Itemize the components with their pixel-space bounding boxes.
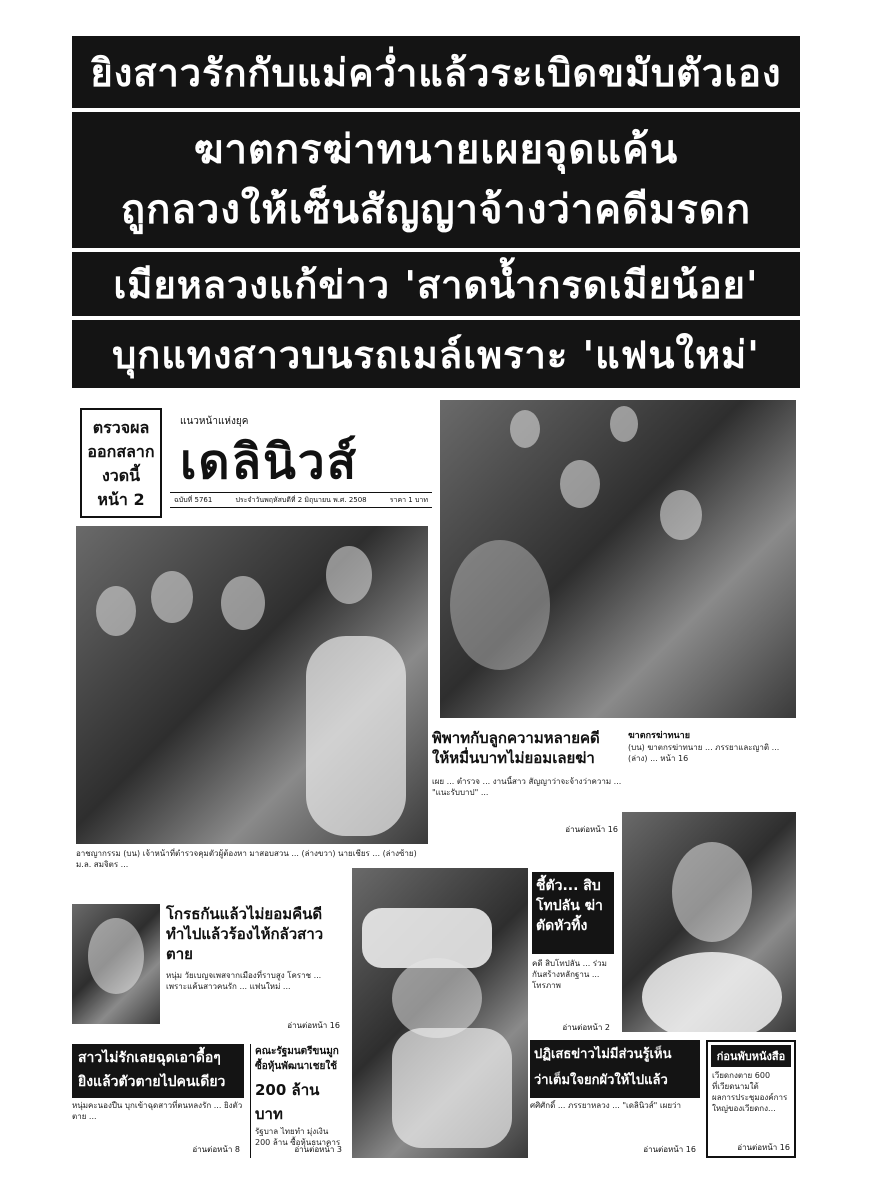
story-deny-title-2: ว่าเต็มใจยกผัวให้ไปแล้ว [534,1073,668,1088]
masthead-tagline: แนวหน้าแห่งยุค [180,416,249,427]
headline-3: เมียหลวงแก้ข่าว 'สาดน้ำกรดเมียน้อย' [72,252,800,316]
story-lawyer-title-1: พิพาทกับลูกความหลายคดี [432,729,600,747]
story-korat [166,904,344,1034]
story-love-body: หนุ่มคะนองปืน บุกเข้าฉุดสาวที่ตนหลงรัก ... ยิงตัวตาย ... [72,1101,243,1121]
story-love [72,1100,244,1158]
issue-price: ราคา 1 บาท [389,496,428,504]
story-identify-title: ชี้ตัว... สิบโทปลัน ฆ่าตัดหัวทิ้ง [532,872,614,954]
family-photo [440,400,796,718]
story-identify-more: อ่านต่อหน้า 2 [562,1023,610,1032]
story-lawyer-body: เผย ... ตำรวจ ... งานนี้สาว สัญญาว่าจะจ้างว่าความ ... "แนะรับบาป" ... [432,777,622,797]
late-news-item-1: เวียดกงตาย 600 [712,1071,771,1080]
late-news-more: อ่านต่อหน้า 16 [737,1143,790,1152]
issue-date: ประจำวันพฤหัสบดีที่ 2 มิถุนายน พ.ศ. 2508 [235,496,367,504]
story-money-more: อ่านต่อหน้า 3 [294,1145,342,1154]
right-photo-caption: (บน) ฆาตกรฆ่าทนาย ... ภรรยาและญาติ ... (ล่าง) ... หน้า 16 [628,743,780,763]
story-money-title-2: ซื้อหุ้นพัฒนาเชยใช้ [255,1061,338,1072]
right-photo-caption-box [628,728,796,810]
headline-4: บุกแทงสาวบนรถเมล์เพราะ 'แฟนใหม่' [72,320,800,388]
story-korat-more: อ่านต่อหน้า 16 [287,1021,340,1030]
story-korat-title-2: ทำไปแล้วร้องไห้กลัวสาวตาย [166,925,324,963]
late-news-title: ก่อนพับหนังสือ [711,1045,791,1067]
lottery-line-2: ออกสลาก [87,442,155,461]
suspect-group-photo [76,526,428,844]
young-man-portrait [72,904,160,1024]
story-lawyer [432,728,622,838]
story-money-title-1: คณะรัฐมนตรีขนมูก [255,1046,339,1057]
story-love-title [72,1044,244,1098]
left-photo-caption: อาชญากรรม (บน) เจ้าหน้าที่ตำรวจคุมตัวผู้ต้องหา มาสอบสวน ... (ล่างขวา) นายเชียร ... (ล่างซ้าย) ม.ล. สมจิตร ... [76,849,417,869]
late-news-box [706,1040,796,1158]
story-korat-body: หนุ่ม วัยเบญจเพสจากเมืองที่ราบสูง โคราช ... เพราะแค้นสาวคนรัก ... แฟนใหม่ ... [166,971,322,991]
masthead-info-bar [170,492,432,508]
story-deny-more: อ่านต่อหน้า 16 [643,1145,696,1154]
story-love-title-1: สาวไม่รักเลยฉุดเอาดื้อๆ [78,1050,221,1066]
story-deny-title [530,1040,700,1098]
headline-2-line-1: ฆาตกรฆ่าทนายเผยจุดแค้น [193,127,679,173]
lottery-box [80,408,162,518]
story-identify [532,958,614,1036]
story-lawyer-title-2: ให้หมื่นบาทไม่ยอมเลยฆ่า [432,749,595,767]
story-money [250,1044,346,1158]
headline-2 [72,112,800,248]
injured-woman-photo [352,868,528,1158]
story-love-title-2: ยิงแล้วตัวตายไปคนเดียว [78,1074,226,1090]
lottery-line-1: ตรวจผล [92,418,150,437]
story-deny [530,1100,700,1158]
right-photo-label: ฆาตกรฆ่าทนาย [628,731,691,741]
late-news-item-2: ที่เวียดนามใต้ [712,1082,759,1091]
issue-number: ฉบับที่ 5761 [174,496,213,504]
headline-1: ยิงสาวรักกับแม่คว่ำแล้วระเบิดขมับตัวเอง [72,36,800,108]
lottery-line-3: งวดนี้ [101,466,141,485]
story-love-more: อ่านต่อหน้า 8 [192,1145,240,1154]
man-portrait-photo [622,812,796,1032]
story-identify-body: คดี สิบโทปลัน ... ร่วมกันสร้างหลักฐาน ... โทรภาพ [532,959,607,990]
story-money-body: รัฐบาล ไทยทำ มุ่งเงิน 200 ล้าน ซื้อหุ้นธนาคาร [255,1127,341,1147]
masthead-name: เดลินิวส์ [180,434,359,490]
headline-2-line-2: ถูกลวงให้เซ็นสัญญาจ้างว่าคดีมรดก [120,187,752,233]
masthead [170,410,432,520]
story-deny-body: ศศิศักดิ์ ... ภรรยาหลวง ... "เดลินิวส์" เผยว่า [530,1101,681,1110]
story-deny-title-1: ปฏิเสธข่าวไม่มีส่วนรู้เห็น [534,1047,672,1062]
story-korat-title-1: โกรธกันแล้วไม่ยอมคืนดี [166,905,323,923]
late-news-item-3: ผลการประชุมองค์การใหญ่ของเวียดกง... [712,1093,788,1113]
story-money-amount: 200 ล้านบาท [255,1081,320,1123]
lottery-line-4: หน้า 2 [97,490,145,509]
story-lawyer-more: อ่านต่อหน้า 16 [565,825,618,834]
